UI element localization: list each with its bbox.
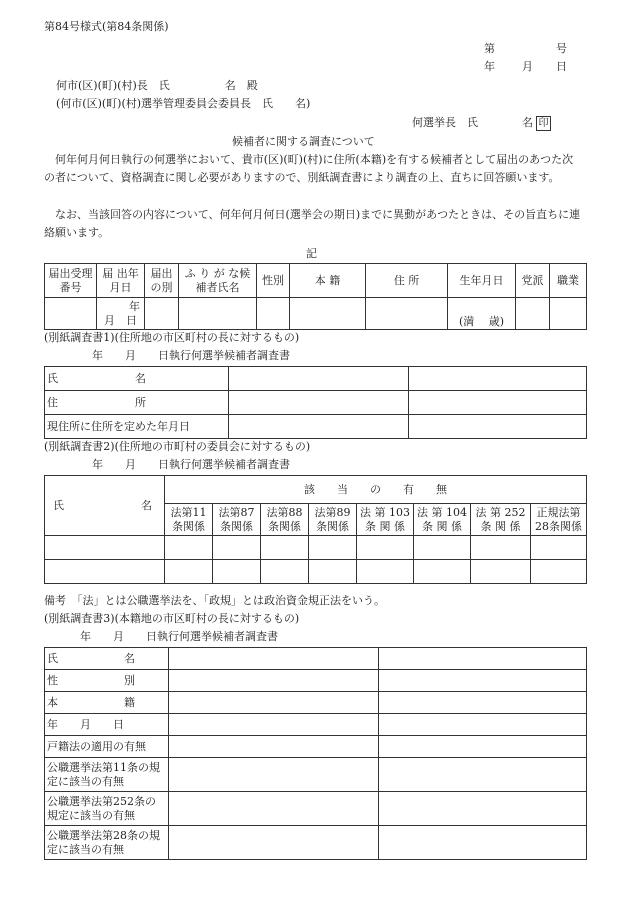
sheet3-row-family-register: 戸籍法の適用の有無: [45, 736, 169, 758]
sheet2-name-label: [45, 476, 165, 536]
remarks-note: 備考 「法」とは公職選挙法を、「政規」とは政治資金規正法をいう。: [44, 594, 385, 607]
sheet2-cell: [357, 536, 414, 560]
sheet2-col-art89: 法第89条関係: [309, 504, 357, 536]
sheet1-value: [229, 415, 409, 439]
sheet2-col-pf28: 正規法第28条関係: [531, 504, 587, 536]
header-receipt-no: 届出受理番号: [45, 264, 97, 298]
cell-address: [366, 298, 448, 330]
sheet3-value: [379, 648, 587, 670]
age-note: (満 歳): [458, 315, 505, 329]
sheet3-value: [379, 758, 587, 792]
sheet2-cell: [45, 536, 165, 560]
doc-number-suffix: 号: [556, 42, 567, 55]
sheet1-value: [229, 367, 409, 391]
sheet2-caption: (別紙調査書2)(住所地の市町村の委員会に対するもの): [44, 440, 311, 453]
cell-party: [516, 298, 550, 330]
doc-number-prefix: 第: [484, 42, 495, 55]
sheet2-cell: [261, 560, 309, 584]
sheet3-value: [169, 736, 379, 758]
sheet3-value: [169, 714, 379, 736]
sheet3-row-sex: 性 別: [45, 670, 169, 692]
sheet3-row-name: 氏 名: [45, 648, 169, 670]
cell-filing-type: [145, 298, 179, 330]
sheet3-value: [169, 826, 379, 860]
sheet3-value: [169, 792, 379, 826]
sheet2-subtitle: 年 月 日執行何選挙候補者調査書: [92, 458, 290, 471]
sheet2-cell: [471, 536, 531, 560]
date-year: 年: [484, 60, 495, 73]
sheet1-subtitle: 年 月 日執行何選挙候補者調査書: [92, 349, 290, 362]
ki-mark: 記: [306, 247, 317, 260]
cell-receipt-no: [45, 298, 97, 330]
sheet3-row-domicile: 本 籍: [45, 692, 169, 714]
date-day: 日: [556, 60, 567, 73]
cell-filing-date: [97, 298, 145, 330]
date-month: 月: [522, 60, 533, 73]
sheet3-caption: (別紙調査書3)(本籍地の市区町村の長に対するもの): [44, 612, 300, 625]
sheet3-row-art28: 公職選挙法第28条の規定に該当の有無: [45, 826, 169, 860]
header-domicile: 本 籍: [290, 264, 366, 298]
sheet2-cell: [309, 560, 357, 584]
cell-domicile: [290, 298, 366, 330]
sheet3-value: [379, 714, 587, 736]
sheet2-cell: [213, 560, 261, 584]
document-title: 候補者に関する調査について: [232, 135, 375, 148]
cell-candidate-name: [179, 298, 257, 330]
sheet2-col-art88: 法第88条関係: [261, 504, 309, 536]
cell-sex: [257, 298, 290, 330]
header-sex: 性別: [257, 264, 290, 298]
sheet2-cell: [357, 560, 414, 584]
sheet3-subtitle: 年 月 日執行何選挙候補者調査書: [80, 630, 278, 643]
sheet3-value: [379, 670, 587, 692]
sender: [412, 116, 551, 131]
header-filing-type: 届出の別: [145, 264, 179, 298]
sheet2-col-art104: 法 第 104条 関 係: [414, 504, 471, 536]
sheet2-cell: [309, 536, 357, 560]
sheet2-name-text: 氏 名: [53, 498, 152, 512]
body-paragraph-1: 何年何月何日執行の何選挙において、貴市(区)(町)(村)に住所(本籍)を有する候補者として届出のあつた次の者について、資格調査に関し必要がありますので、別紙調査書により調査の上、直ちに回答願います。: [44, 153, 574, 184]
sheet3-value: [169, 692, 379, 714]
sheet1-row-residence-date: 現住所に住所を定めた年月日: [45, 415, 229, 439]
sheet2-cell: [165, 536, 213, 560]
header-address: 住 所: [366, 264, 448, 298]
sheet3-row-art252: 公職選挙法第252条の規定に該当の有無: [45, 792, 169, 826]
sheet1-value: [409, 391, 587, 415]
cell-occupation: [550, 298, 587, 330]
sheet1-table: [44, 366, 587, 439]
sheet2-cell: [414, 536, 471, 560]
body-paragraph-2: なお、当該回答の内容について、何年何月何日(選挙会の期日)までに異動があつたときは、その旨直ちに連絡願います。: [44, 208, 581, 239]
header-filing-date: 届 出年月日: [97, 264, 145, 298]
sheet1-value: [409, 367, 587, 391]
sheet2-table: [44, 475, 587, 584]
form-number: 第84号様式(第84条関係): [44, 20, 169, 33]
sheet3-value: [169, 758, 379, 792]
cell-filing-year: 年: [129, 299, 140, 313]
sheet1-row-address: 住 所: [45, 391, 229, 415]
sheet2-col-art252: 法 第 252条 関 係: [471, 504, 531, 536]
sheet2-col-art103: 法 第 103条 関 係: [357, 504, 414, 536]
sheet3-table: [44, 647, 587, 860]
sheet1-value: [409, 415, 587, 439]
sheet3-value: [169, 670, 379, 692]
sender-name: 何選挙長 氏 名: [412, 116, 533, 129]
sheet1-row-name: 氏 名: [45, 367, 229, 391]
sheet2-cell: [414, 560, 471, 584]
sheet3-row-birthdate: 年 月 日: [45, 714, 169, 736]
sheet3-value: [379, 736, 587, 758]
addressee-committee: (何市(区)(町)(村)選挙管理委員会委員長 氏 名): [56, 97, 311, 110]
sheet1-caption: (別紙調査書1)(住所地の市区町村の長に対するもの): [44, 331, 300, 344]
candidate-table: [44, 263, 587, 330]
sheet2-cell: [45, 560, 165, 584]
sheet2-cell: [213, 536, 261, 560]
sheet2-cell: [531, 536, 587, 560]
sheet3-value: [379, 792, 587, 826]
header-birthdate: 生年月日: [448, 264, 516, 298]
sheet1-value: [229, 391, 409, 415]
cell-birthdate: [448, 298, 516, 330]
sheet2-cell: [531, 560, 587, 584]
sheet2-cell: [261, 536, 309, 560]
sheet2-col-art11: 法第11条関係: [165, 504, 213, 536]
seal-mark: 印: [536, 116, 551, 131]
sheet3-row-art11: 公職選挙法第11条の規定に該当の有無: [45, 758, 169, 792]
sheet2-applicability-header: 該 当 の 有 無: [165, 476, 587, 504]
sheet3-value: [169, 648, 379, 670]
sheet2-cell: [165, 560, 213, 584]
sheet2-col-art87: 法第87条関係: [213, 504, 261, 536]
header-candidate-name: ふ り が な候補者氏名: [179, 264, 257, 298]
sheet2-cell: [471, 560, 531, 584]
cell-filing-monthday: 月 日: [104, 313, 137, 327]
addressee-mayor: 何市(区)(町)(村)長 氏 名 殿: [56, 79, 258, 92]
sheet3-value: [379, 826, 587, 860]
header-occupation: 職業: [550, 264, 587, 298]
sheet3-value: [379, 692, 587, 714]
header-party: 党派: [516, 264, 550, 298]
